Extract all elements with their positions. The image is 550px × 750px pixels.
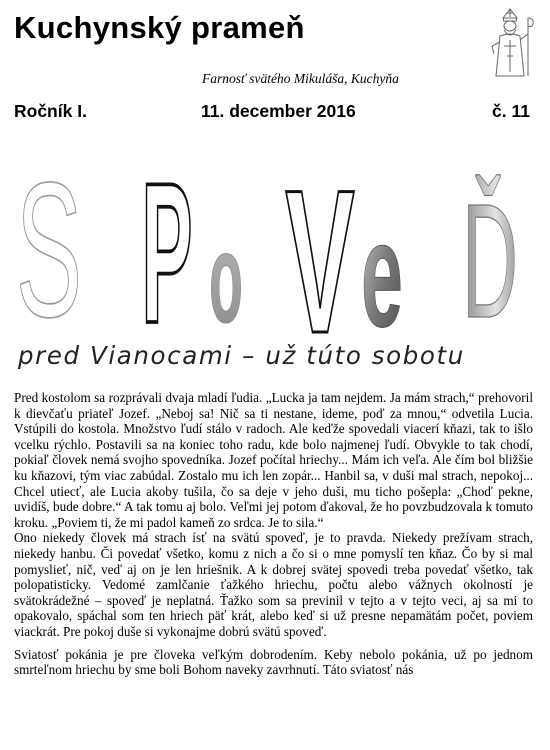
headline-letter-o: o [209, 208, 243, 344]
article-paragraph: Pred kostolom sa rozprávali dvaja mladí ľudia. „Lucka ja tam nejdem. Ja mám strach,“ prehovoril k dievčaťu priateľ Jozef. „Neboj sa! Nič sa ti nestane, ideme, poď za mnou,“ odvetila Lucia. Vstúpili do kostola. Množstvo ľudí stálo v radoch. Ale keďže spovedali viacerí kňazi, tak to išlo vcelku rýchlo. Postavili sa na koniec toho radu, kde bolo najmenej ľudí. Obvykle to tak chodí, pokiaľ človek nemá svojho spovedníka. Jozef počítal hriechy... Mám ich veľa. Ale čím bol bližšie ku kňazovi, tým viac zabúdal. Zostalo mu ich len zopár... Hanbil sa, v duši mal strach, nepokoj... Chcel utiecť, ale Lucia akoby tušila, čo sa deje v jeho duši, mu ticho pošepla: „Choď pekne, uvidíš, bude dobre.“ A tak tomu aj bolo. Veľmi jej potom ďakoval, že ho povzbudzovala k tomuto kroku. „Poviem ti, že mi padol kameň zo srdca. Je to sila.“ [14, 390, 533, 530]
article-body [14, 390, 533, 678]
newsletter-title: Kuchynský prameň [14, 10, 305, 45]
headline-letter-e: e [361, 191, 403, 344]
parish-name: Farnosť svätého Mikuláša, Kuchyňa [202, 71, 399, 86]
saint-nicholas-icon [482, 6, 538, 78]
article-paragraph: Sviatosť pokánia je pre človeka veľkým dobrodením. Keby nebolo pokánia, už po jednom smrteľnom hriechu by sme boli Bohom naveky zavrhnutí. Táto sviatosť nás [14, 646, 533, 678]
headline-letter-v: V [285, 148, 355, 344]
headline-letter-p: P [141, 142, 193, 344]
issue-date: 11. december 2016 [201, 101, 356, 121]
volume-label: Ročník I. [14, 101, 87, 121]
headline-subtitle: pred Vianocami – už túto sobotu [18, 341, 465, 370]
article-paragraph: Ono niekedy človek má strach ísť na svätú spoveď, je to pravda. Niekedy prežívam strach, niekedy hanbu. Či povedať všetko, komu z nich a čo si o mne pomyslí ten kňaz. Čo by si mal pomyslieť, nič, veď aj on je len hriešnik. A k dobrej svätej spovedi treba povedať všetko, tak polopatisticky. Vedomé zamlčanie ťažkého hriechu, počtu alebo vážnych okolností je svätokrádežné – spoveď je neplatná. Ťažko som sa previnil v tejto a v tejto veci, aj sa mi to opakovalo, spáchal som ten hriech päť krát, alebo keď si už presne nepamätám počet, poviem viackrát. Pre pokoj duše si vykonajme dobrú svätú spoveď. [14, 530, 533, 639]
headline-letter-s: S [15, 143, 83, 344]
issue-number: č. 11 [492, 101, 530, 121]
spoved-headline [0, 112, 550, 344]
headline-letter-d: Ď [462, 171, 518, 344]
